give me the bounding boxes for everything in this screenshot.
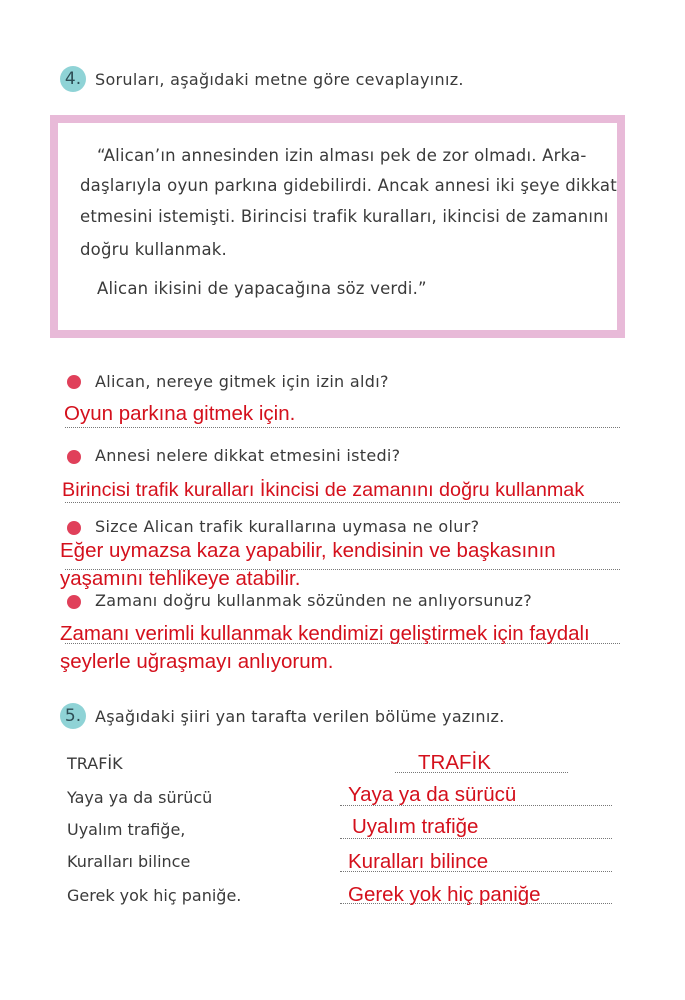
answer-text: şeylerle uğraşmayı anlıyorum. [60, 650, 334, 673]
question-text: Annesi nelere dikkat etmesini istedi? [95, 446, 401, 465]
poem-line: Yaya ya da sürücü [67, 788, 213, 807]
question-text: Sizce Alican trafik kurallarına uymasa ne olur? [95, 517, 480, 536]
answer-text: Zamanı verimli kullanmak kendimizi geliştirmek için faydalı [60, 622, 590, 645]
poem-line: Kuralları bilince [67, 852, 191, 871]
passage-line: etmesini istemişti. Birincisi trafik kuralları, ikincisi de zamanını [80, 207, 609, 226]
question-text: Zamanı doğru kullanmak sözünden ne anlıyorsunuz? [95, 591, 533, 610]
copied-line: Yaya ya da sürücü [348, 783, 517, 806]
passage-line: “Alican’ın annesinden izin alması pek de zor olmadı. Arka- [97, 146, 587, 165]
answer-text: Oyun parkına gitmek için. [64, 402, 296, 425]
answer-text: yaşamını tehlikeye atabilir. [60, 567, 301, 590]
copied-title: TRAFİK [418, 751, 491, 774]
poem-line: Gerek yok hiç paniğe. [67, 886, 242, 905]
question-number-badge: 5. [60, 703, 86, 729]
section5-instruction: Aşağıdaki şiiri yan tarafta verilen bölüme yazınız. [95, 707, 505, 726]
bullet-icon [67, 595, 81, 609]
passage-line: Alican ikisini de yapacağına söz verdi.” [97, 279, 427, 298]
answer-line[interactable] [65, 502, 620, 503]
copied-line: Gerek yok hiç paniğe [348, 883, 541, 906]
question-text: Alican, nereye gitmek için izin aldı? [95, 372, 389, 391]
answer-text: Eğer uymazsa kaza yapabilir, kendisinin ve başkasının [60, 539, 556, 562]
section4-instruction: Soruları, aşağıdaki metne göre cevaplayınız. [95, 70, 464, 89]
answer-text: Birincisi trafik kuralları İkincisi de zamanını doğru kullanmak [62, 479, 585, 501]
bullet-icon [67, 521, 81, 535]
answer-line[interactable] [65, 427, 620, 428]
bullet-icon [67, 375, 81, 389]
passage-line: doğru kullanmak. [80, 240, 227, 259]
copied-line: Uyalım trafiğe [352, 815, 479, 838]
bullet-icon [67, 450, 81, 464]
question-number-badge: 4. [60, 66, 86, 92]
poem-title: TRAFİK [67, 754, 123, 773]
copied-line: Kuralları bilince [348, 850, 489, 873]
poem-line: Uyalım trafiğe, [67, 820, 186, 839]
passage-line: daşlarıyla oyun parkına gidebilirdi. Ancak annesi iki şeye dikkat [80, 176, 617, 195]
